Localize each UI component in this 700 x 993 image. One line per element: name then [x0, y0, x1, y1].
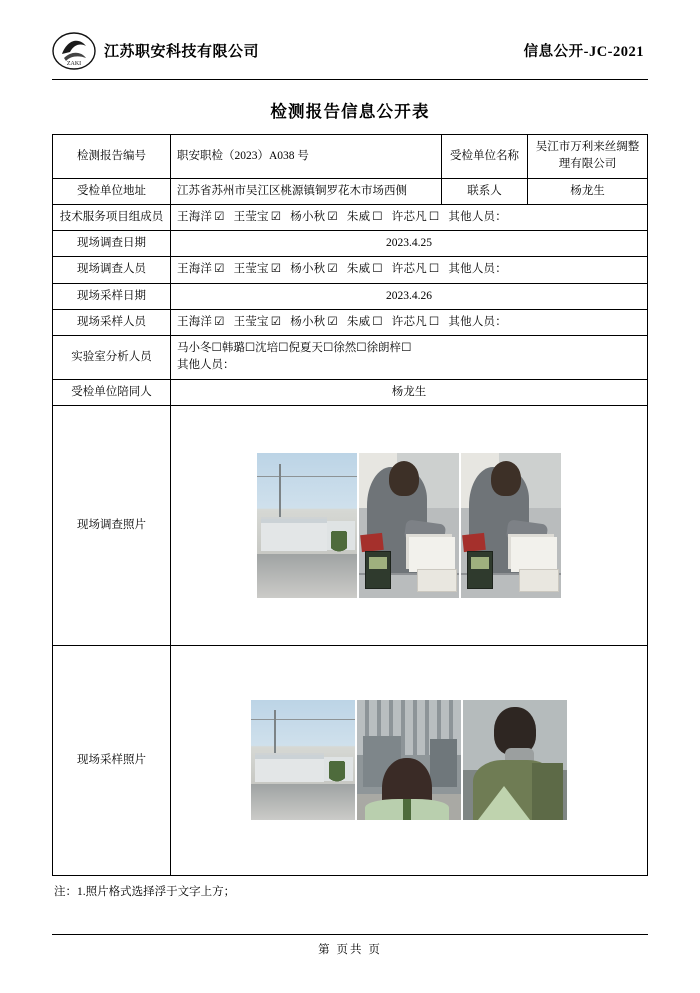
page-footer: 第 页共 页: [52, 934, 648, 957]
member-name: 杨小秋: [290, 210, 326, 223]
member-checkbox-empty[interactable]: ☐: [372, 263, 383, 276]
member-checkbox-checked[interactable]: ☑: [327, 210, 338, 223]
page-title: 检测报告信息公开表: [270, 102, 430, 121]
sampling-date-value: 2023.4.26: [171, 283, 648, 309]
member-checkbox-checked[interactable]: ☑: [214, 210, 225, 223]
member-name: 朱威: [346, 315, 371, 328]
survey-staff-members: [171, 257, 648, 283]
member-name: 韩璐: [221, 342, 245, 354]
sampling-date-label: 现场采样日期: [53, 283, 171, 309]
member-name: 朱威: [346, 263, 371, 276]
member-checkbox-empty[interactable]: ☐: [356, 342, 367, 354]
client-addr-label: 受检单位地址: [53, 178, 171, 204]
client-name-value: 吴江市万利来丝绸整理有限公司: [528, 135, 648, 179]
member-name: 杨小秋: [290, 263, 326, 276]
member-name: 倪夏天: [288, 342, 323, 354]
document-header: [52, 28, 648, 80]
table-row: [53, 336, 648, 380]
photo-survey-desk-2: [461, 453, 561, 598]
lab-staff-label: 实验室分析人员: [53, 336, 171, 380]
member-name: 王莹宝: [233, 263, 269, 276]
table-row: [53, 257, 648, 283]
sampling-photo-row: [177, 700, 641, 820]
document-code: 信息公开-JC-2021: [523, 44, 644, 60]
member-checkbox-checked[interactable]: ☑: [214, 315, 225, 328]
member-name: 许芯凡: [391, 210, 427, 223]
photo-survey-desk-1: [359, 453, 459, 598]
company-name: 江苏职安科技有限公司: [104, 44, 260, 60]
member-checkbox-checked[interactable]: ☑: [327, 315, 338, 328]
lab-staff-members: [171, 336, 648, 380]
member-name: 徐朗梓: [366, 342, 402, 354]
member-name: 徐然: [333, 342, 357, 354]
team-members: [171, 204, 648, 230]
table-row-sampling-photos: [53, 645, 648, 875]
member-name: 朱威: [346, 210, 371, 223]
team-label: 技术服务项目组成员: [53, 204, 171, 230]
member-checkbox-checked[interactable]: ☑: [214, 263, 225, 276]
contact-label: 联系人: [442, 178, 528, 204]
member-checkbox-empty[interactable]: ☐: [428, 263, 440, 276]
photo-sampling-street: [251, 700, 355, 820]
member-checkbox-empty[interactable]: ☐: [244, 342, 256, 354]
svg-text:ZAKI: ZAKI: [66, 60, 82, 67]
member-checkbox-empty[interactable]: ☐: [372, 210, 383, 223]
lab-other-label: 其他人员：: [177, 359, 235, 372]
survey-date-label: 现场调查日期: [53, 231, 171, 257]
member-checkbox-empty[interactable]: ☐: [211, 342, 222, 354]
member-name: 沈培: [255, 342, 279, 354]
table-row: [53, 135, 648, 179]
table-row: [53, 178, 648, 204]
member-name: 杨小秋: [290, 315, 326, 328]
member-name: 王海洋: [177, 315, 213, 328]
member-checkbox-empty[interactable]: ☐: [278, 342, 289, 354]
member-name: 马小冬: [177, 342, 212, 354]
contact-value: 杨龙生: [528, 178, 648, 204]
member-name: 许芯凡: [391, 263, 427, 276]
member-checkbox-empty[interactable]: ☐: [372, 315, 383, 328]
survey-photos-cell: [171, 405, 648, 645]
client-addr-value: 江苏省苏州市吴江区桃源镇铜罗花木市场西侧: [171, 178, 442, 204]
table-row: [53, 231, 648, 257]
other-staff-label: 其他人员：: [448, 315, 507, 328]
sampling-photos-label: 现场采样照片: [53, 645, 171, 875]
accompany-label: 受检单位陪同人: [53, 379, 171, 405]
member-name: 王海洋: [177, 263, 213, 276]
sampling-staff-members: [171, 309, 648, 335]
other-staff-label: 其他人员：: [448, 263, 507, 276]
client-name-label: 受检单位名称: [442, 135, 528, 179]
member-checkbox-empty[interactable]: ☐: [428, 315, 440, 328]
member-checkbox-checked[interactable]: ☑: [327, 263, 338, 276]
member-name: 许芯凡: [391, 315, 427, 328]
table-row-survey-photos: [53, 405, 648, 645]
table-row: [53, 379, 648, 405]
member-checkbox-checked[interactable]: ☑: [270, 263, 282, 276]
accompany-value: 杨龙生: [171, 379, 648, 405]
photo-sampling-factory: [357, 700, 461, 820]
survey-staff-label: 现场调查人员: [53, 257, 171, 283]
member-name: 王海洋: [177, 210, 213, 223]
photo-sampling-back: [463, 700, 567, 820]
survey-date-value: 2023.4.25: [171, 231, 648, 257]
member-checkbox-empty[interactable]: ☐: [428, 210, 440, 223]
member-checkbox-checked[interactable]: ☑: [270, 315, 282, 328]
table-row: [53, 283, 648, 309]
header-left: [52, 32, 259, 70]
member-name: 王莹宝: [233, 315, 269, 328]
survey-photo-row: [177, 453, 641, 598]
table-row: [53, 204, 648, 230]
member-checkbox-empty[interactable]: ☐: [401, 342, 412, 354]
sampling-photos-cell: [171, 645, 648, 875]
report-no-value: 职安职检（2023）A038 号: [171, 135, 442, 179]
company-logo-icon: [52, 32, 96, 70]
sampling-staff-label: 现场采样人员: [53, 309, 171, 335]
other-staff-label: 其他人员：: [448, 210, 507, 223]
survey-photos-label: 现场调查照片: [53, 405, 171, 645]
member-checkbox-empty[interactable]: ☐: [322, 342, 334, 354]
report-info-table: [52, 134, 648, 876]
table-row: [53, 309, 648, 335]
member-checkbox-checked[interactable]: ☑: [270, 210, 282, 223]
member-name: 王莹宝: [233, 210, 269, 223]
report-no-label: 检测报告编号: [53, 135, 171, 179]
table-note: 注：1.照片格式选择浮于文字上方；: [54, 885, 236, 898]
photo-survey-street: [257, 453, 357, 598]
